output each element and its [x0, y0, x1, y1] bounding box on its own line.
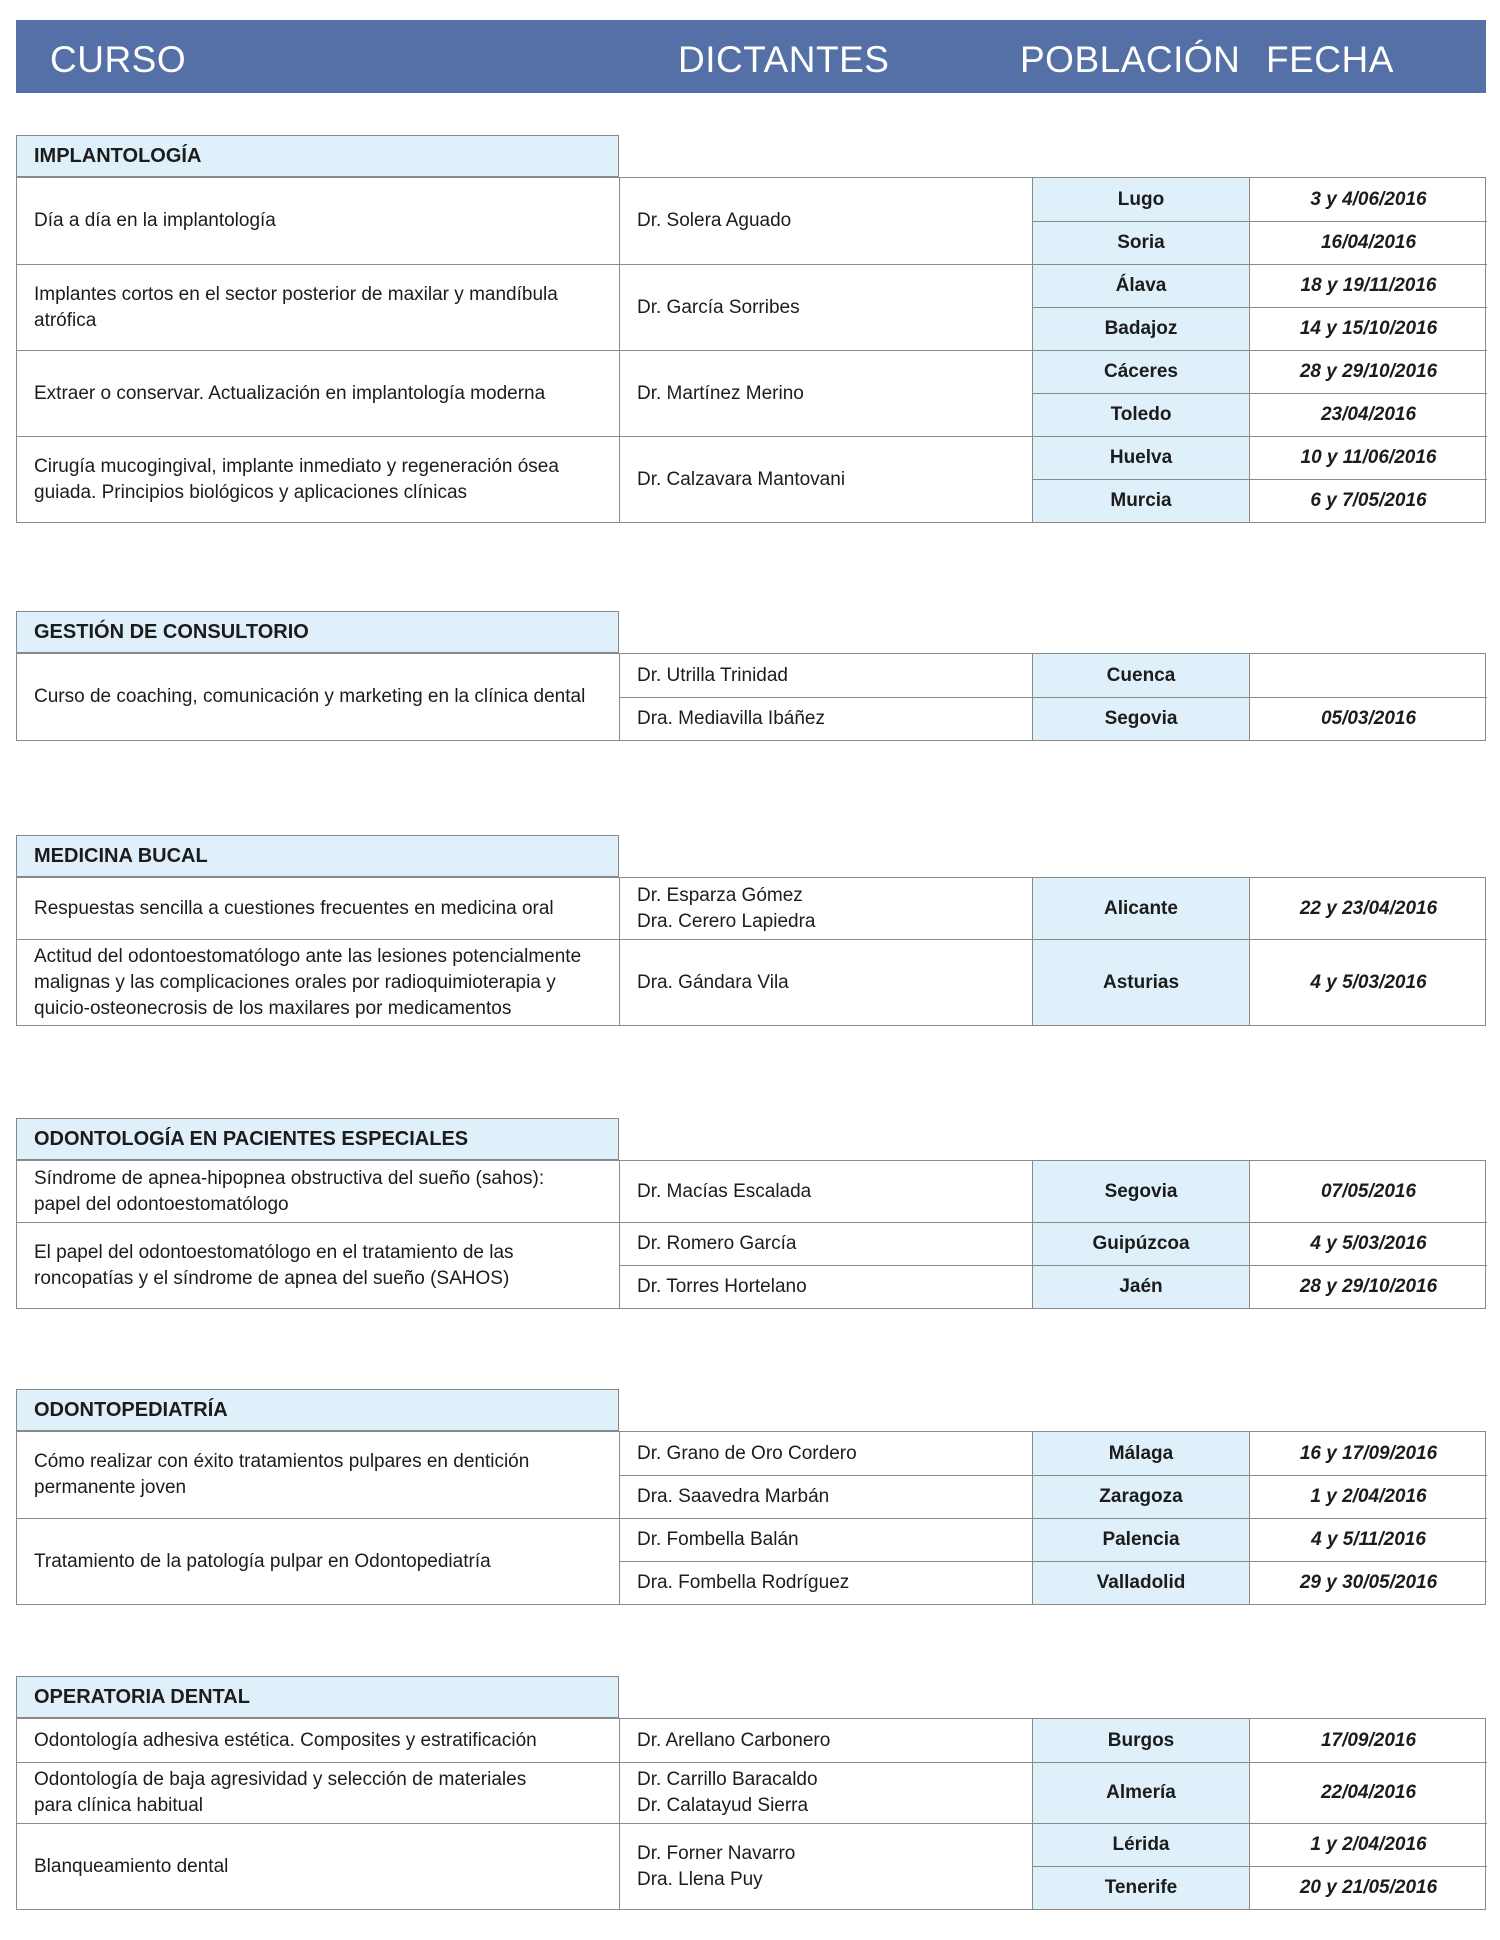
- doctor-name-line: Dr. Martínez Merino: [637, 382, 804, 404]
- doctor-name-line: Dra. Gándara Vila: [637, 971, 789, 993]
- doctor-name: [620, 1823, 1033, 1909]
- date-cell: 16 y 17/09/2016: [1299, 1442, 1438, 1464]
- section-title: OPERATORIA DENTAL: [16, 1676, 619, 1718]
- doctor-name-line: Dr. Grano de Oro Cordero: [637, 1442, 857, 1464]
- course-name-line: Tratamiento de la patología pulpar en Odontopediatría: [34, 1550, 491, 1572]
- city-cell: Tenerife: [1033, 1866, 1250, 1909]
- course-name: [17, 1161, 620, 1222]
- doctor-name-line: Dr. Forner Navarro: [637, 1842, 796, 1864]
- course-name-line: Síndrome de apnea-hipopnea obstructiva del sueño (sahos):: [34, 1167, 545, 1189]
- course-name-line: guiada. Principios biológicos y aplicaciones clínicas: [34, 481, 468, 503]
- doctor-name-line: Dra. Mediavilla Ibáñez: [637, 708, 825, 729]
- header-dictantes: DICTANTES: [678, 39, 890, 80]
- course-name: [17, 1719, 620, 1762]
- doctor-name: [620, 1161, 1033, 1222]
- city-cell: Cuenca: [1033, 654, 1250, 697]
- doctor-name: [620, 436, 1033, 522]
- date-cell: 4 y 5/03/2016: [1250, 939, 1487, 1025]
- city-cell: Cáceres: [1033, 350, 1250, 393]
- doctor-name-line: Dr. Carrillo Baracaldo: [637, 1769, 818, 1790]
- course-name: [17, 1762, 620, 1823]
- course-name: [17, 654, 620, 740]
- city-cell: Jaén: [1033, 1265, 1250, 1308]
- city-cell: Alicante: [1033, 878, 1250, 939]
- doctor-name-line: Dra. Fombella Rodríguez: [637, 1572, 850, 1593]
- date-cell: 29 y 30/05/2016: [1250, 1561, 1487, 1604]
- doctor-name: [620, 1561, 1033, 1604]
- header-curso: CURSO: [50, 39, 187, 80]
- course-name-line: atrófica: [34, 309, 97, 331]
- city-cell: Lérida: [1033, 1823, 1250, 1866]
- city-cell: Soria: [1033, 221, 1250, 264]
- date-cell: 14 y 15/10/2016: [1250, 307, 1487, 350]
- course-name-line: roncopatías y el síndrome de apnea del sueño (SAHOS): [34, 1267, 510, 1289]
- doctor-name: [620, 1265, 1033, 1308]
- doctor-name: [620, 1762, 1033, 1823]
- course-name-line: malignas y las complicaciones orales por radioquimioterapia y: [34, 971, 556, 993]
- course-name: [17, 1432, 620, 1518]
- course-name: [17, 178, 620, 264]
- course-name-line: papel del odontoestomatólogo: [34, 1193, 289, 1215]
- course-name: [17, 878, 620, 939]
- doctor-name-line: Dr. Torres Hortelano: [637, 1276, 807, 1297]
- date-cell: 1 y 2/04/2016: [1250, 1823, 1487, 1866]
- city-cell: Valladolid: [1033, 1561, 1250, 1604]
- course-name-line: Día a día en la implantología: [34, 210, 276, 231]
- doctor-name-line: Dr. Utrilla Trinidad: [637, 664, 788, 686]
- header-fecha: FECHA: [1266, 39, 1394, 80]
- city-cell: Zaragoza: [1033, 1475, 1250, 1518]
- course-name-line: Implantes cortos en el sector posterior de maxilar y mandíbula: [34, 283, 558, 305]
- doctor-name-line: Dra. Llena Puy: [637, 1868, 763, 1890]
- date-cell: 16/04/2016: [1250, 221, 1487, 264]
- date-cell: 4 y 5/03/2016: [1250, 1222, 1487, 1265]
- course-name-line: Respuestas sencilla a cuestiones frecuentes en medicina oral: [34, 897, 554, 919]
- city-cell: Almería: [1033, 1762, 1250, 1823]
- date-cell: 23/04/2016: [1250, 393, 1487, 436]
- doctor-name: [620, 1222, 1033, 1265]
- doctor-name-line: Dr. Solera Aguado: [637, 210, 792, 231]
- course-name: [17, 1222, 620, 1308]
- section-title: MEDICINA BUCAL: [16, 835, 619, 877]
- date-cell: 6 y 7/05/2016: [1250, 479, 1487, 522]
- city-cell: Segovia: [1033, 1161, 1250, 1222]
- doctor-name-line: Dr. García Sorribes: [637, 296, 800, 318]
- course-name-line: para clínica habitual: [34, 1795, 203, 1816]
- doctor-name: [620, 1432, 1033, 1475]
- city-cell: Badajoz: [1033, 307, 1250, 350]
- doctor-name: [620, 654, 1033, 697]
- section-table: [16, 177, 1486, 523]
- city-cell: Toledo: [1033, 393, 1250, 436]
- course-name: [17, 436, 620, 522]
- date-cell: 05/03/2016: [1250, 697, 1487, 740]
- course-name-line: El papel del odontoestomatólogo en el tratamiento de las: [34, 1241, 514, 1263]
- header-poblacion: POBLACIÓN: [1020, 39, 1241, 80]
- date-cell: 18 y 19/11/2016: [1250, 264, 1487, 307]
- course-name-line: Cómo realizar con éxito tratamientos pulpares en dentición: [34, 1451, 530, 1472]
- course-name-line: quicio-osteonecrosis de los maxilares por medicamentos: [34, 997, 512, 1019]
- date-cell: [1250, 654, 1487, 697]
- section-title: IMPLANTOLOGÍA: [16, 135, 619, 177]
- doctor-name-line: Dr. Fombella Balán: [637, 1529, 799, 1550]
- course-name-line: Curso de coaching, comunicación y marketing en la clínica dental: [34, 686, 586, 707]
- doctor-name-line: Dra. Saavedra Marbán: [637, 1486, 830, 1507]
- section-table: [16, 877, 1486, 1026]
- doctor-name: [620, 1719, 1033, 1762]
- course-name-line: Cirugía mucogingival, implante inmediato y regeneración ósea: [34, 455, 559, 477]
- doctor-name: [620, 1518, 1033, 1561]
- date-cell: 20 y 21/05/2016: [1250, 1866, 1487, 1909]
- course-name-line: Actitud del odontoestomatólogo ante las lesiones potencialmente: [34, 945, 582, 967]
- date-cell: 10 y 11/06/2016: [1250, 436, 1487, 479]
- doctor-name: [620, 1475, 1033, 1518]
- date-cell: 28 y 29/10/2016: [1250, 350, 1487, 393]
- course-name-line: permanente joven: [34, 1477, 187, 1498]
- doctor-name-line: Dr. Macías Escalada: [637, 1180, 812, 1202]
- section-table: [16, 1160, 1486, 1309]
- doctor-name: [620, 264, 1033, 350]
- doctor-name-line: Dr. Esparza Gómez: [637, 884, 803, 906]
- city-cell: Álava: [1033, 264, 1250, 307]
- date-cell: 4 y 5/11/2016: [1250, 1518, 1487, 1561]
- course-name: [17, 1518, 620, 1604]
- section-table: [16, 653, 1486, 741]
- course-name-line: Blanqueamiento dental: [34, 1855, 229, 1877]
- doctor-name-line: Dr. Arellano Carbonero: [637, 1729, 831, 1751]
- city-cell: Segovia: [1033, 697, 1250, 740]
- doctor-name: [620, 178, 1033, 264]
- city-cell: Asturias: [1033, 939, 1250, 1025]
- doctor-name-line: Dr. Romero García: [637, 1233, 797, 1254]
- doctor-name-line: Dr. Calatayud Sierra: [637, 1795, 809, 1816]
- date-cell: 17/09/2016: [1320, 1729, 1417, 1751]
- section-title: ODONTOPEDIATRÍA: [16, 1389, 619, 1431]
- course-name-line: Extraer o conservar. Actualización en implantología moderna: [34, 382, 546, 404]
- course-name: [17, 1823, 620, 1909]
- doctor-name: [620, 939, 1033, 1025]
- course-name: [17, 264, 620, 350]
- course-name: [17, 350, 620, 436]
- doctor-name: [620, 350, 1033, 436]
- city-cell: Lugo: [1033, 178, 1250, 221]
- course-name-line: Odontología de baja agresividad y selección de materiales: [34, 1769, 527, 1790]
- city-cell: Burgos: [1033, 1719, 1250, 1762]
- city-cell: Murcia: [1033, 479, 1250, 522]
- date-cell: 22 y 23/04/2016: [1299, 897, 1438, 919]
- city-cell: Palencia: [1033, 1518, 1250, 1561]
- date-cell: 07/05/2016: [1320, 1180, 1417, 1202]
- city-cell: Huelva: [1033, 436, 1250, 479]
- city-cell: Guipúzcoa: [1033, 1222, 1250, 1265]
- section-title: ODONTOLOGÍA EN PACIENTES ESPECIALES: [16, 1118, 619, 1160]
- date-cell: 1 y 2/04/2016: [1250, 1475, 1487, 1518]
- date-cell: 28 y 29/10/2016: [1250, 1265, 1487, 1308]
- doctor-name: [620, 697, 1033, 740]
- doctor-name-line: Dra. Cerero Lapiedra: [637, 910, 816, 932]
- course-name-line: Odontología adhesiva estética. Composites y estratificación: [34, 1729, 537, 1751]
- date-cell: 22/04/2016: [1250, 1762, 1487, 1823]
- section-title: GESTIÓN DE CONSULTORIO: [16, 611, 619, 653]
- course-name: [17, 939, 620, 1025]
- section-table: [16, 1718, 1486, 1910]
- doctor-name-line: Dr. Calzavara Mantovani: [637, 468, 846, 490]
- date-cell: 3 y 4/06/2016: [1310, 188, 1427, 210]
- doctor-name: [620, 878, 1033, 939]
- city-cell: Málaga: [1033, 1432, 1250, 1475]
- section-table: [16, 1431, 1486, 1605]
